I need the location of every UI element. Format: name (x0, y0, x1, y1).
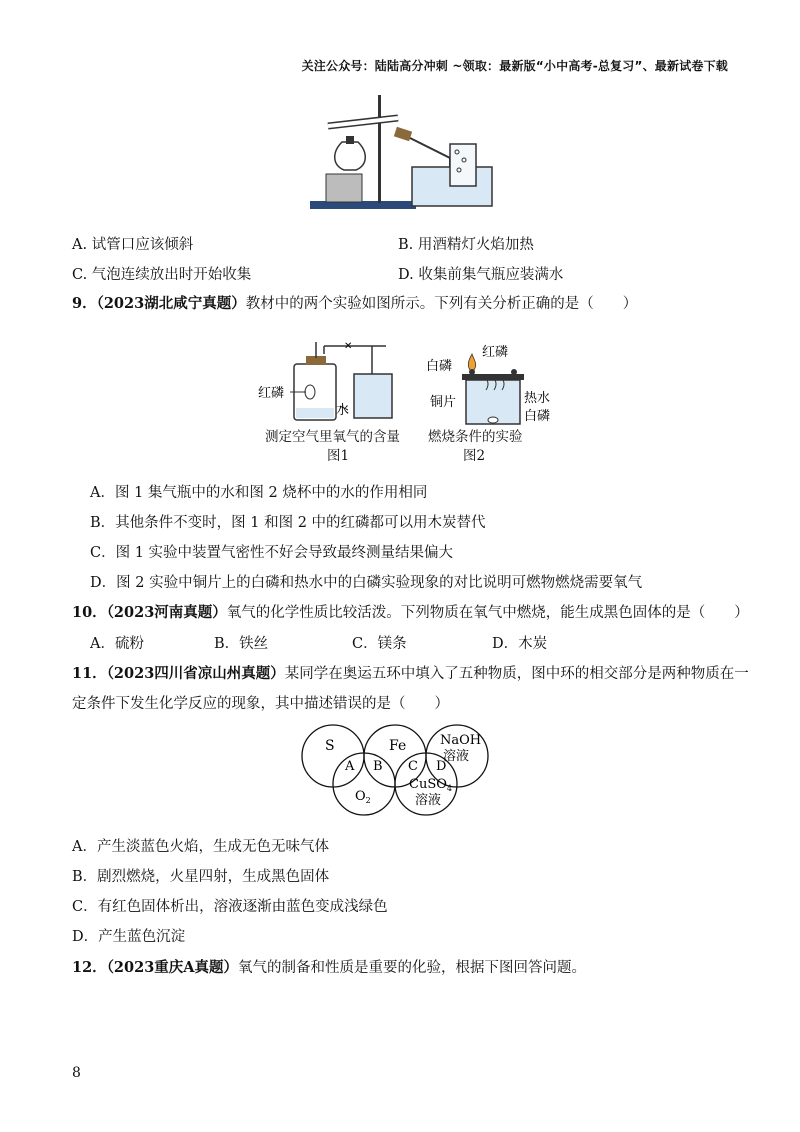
q8-option-b: B. 用酒精灯火焰加热 (398, 237, 534, 253)
q9-option-c: C．图 1 实验中装置气密性不好会导致最终测量结果偏大 (90, 545, 454, 561)
q12-stem-text: 氧气的制备和性质是重要的化验，根据下图回答问题。 (238, 960, 587, 976)
fig1-air-oxygen-diagram (250, 334, 400, 426)
ring-label-c: C (408, 759, 418, 774)
fig2-label-white-p: 白磷 (426, 359, 453, 374)
q11-stem-text1: 某同学在奥运五环中填入了五种物质，图中环的相交部分是两种物质在一 (284, 666, 749, 682)
ring-label-o2: O (355, 789, 366, 804)
q8-option-a: A. 试管口应该倾斜 (72, 237, 194, 253)
q10-option-a: A．硫粉 (90, 636, 144, 652)
q10-source: （2023河南真题） (106, 604, 227, 621)
fig2-caption: 燃烧条件的实验 (428, 429, 523, 445)
q11-source: （2023四川省凉山州真题） (106, 665, 285, 682)
q9-option-a: A．图 1 集气瓶中的水和图 2 烧杯中的水的作用相同 (90, 485, 428, 501)
ring-label-naoh-solution: 溶液 (443, 749, 470, 764)
ring-label-cuso4-solution: 溶液 (415, 793, 442, 808)
q12-stem (72, 958, 586, 978)
svg-text:✕: ✕ (344, 341, 353, 352)
fig2-combustion-diagram (426, 340, 556, 432)
q10-number: 10． (72, 604, 107, 621)
svg-text:O2 (355, 789, 371, 805)
q8-option-c: C. 气泡连续放出时开始收集 (72, 267, 252, 283)
ring-label-cuso4-sub: 4 (446, 784, 452, 793)
q12-source: （2023重庆A真题） (106, 959, 239, 976)
q9-stem-text: 教材中的两个实验如图所示。下列有关分析正确的是（ ） (245, 296, 638, 312)
q10-option-c: C．镁条 (352, 636, 407, 652)
fig1-label-p: 红磷 (258, 386, 285, 401)
q9-stem (72, 294, 637, 314)
fig1-caption: 测定空气里氧气的含量 (265, 429, 400, 445)
ring-label-d: D (436, 759, 447, 774)
ring-label-naoh: NaOH (440, 733, 482, 748)
fig2-label-white-p2: 白磷 (524, 409, 551, 424)
q11-option-b: B．剧烈燃烧，火星四射，生成黑色固体 (72, 869, 330, 885)
olympic-rings-figure (295, 720, 510, 820)
q10-stem-text: 氧气的化学性质比较活泼。下列物质在氧气中燃烧，能生成黑色固体的是（ ） (226, 605, 749, 621)
ring-label-fe: Fe (389, 738, 407, 754)
q10-stem (72, 603, 749, 623)
fig2-label-red-p: 红磷 (482, 345, 509, 360)
ring-label-s: S (325, 738, 335, 754)
header-note: 关注公众号：陆陆高分冲刺 ~领取：最新版“小中高考-总复习”、最新试卷下载 (301, 59, 728, 73)
page-number: 8 (72, 1065, 81, 1081)
ring-label-o2-sub: 2 (365, 796, 371, 805)
q8-option-d: D. 收集前集气瓶应装满水 (398, 267, 564, 283)
q11-stem-line2: 定条件下发生化学反应的现象，其中描述错误的是（ ） (72, 696, 449, 712)
ring-label-b: B (373, 759, 383, 774)
fig1-name: 图1 (327, 448, 350, 464)
q9-number: 9． (72, 295, 97, 312)
q9-option-b: B．其他条件不变时，图 1 和图 2 中的红磷都可以用木炭替代 (90, 515, 486, 531)
fig2-label-hot-water: 热水 (524, 391, 551, 406)
q11-option-c: C．有红色固体析出，溶液逐渐由蓝色变成浅绿色 (72, 899, 388, 915)
fig1-label-water: 水 (336, 403, 350, 418)
fig2-label-cu: 铜片 (430, 395, 457, 410)
q10-option-b: B．铁丝 (214, 636, 269, 652)
q9-option-d: D．图 2 实验中铜片上的白磷和热水中的白磷实验现象的对比说明可燃物燃烧需要氧气 (90, 575, 643, 591)
fig2-name: 图2 (463, 448, 486, 464)
q9-source: （2023湖北咸宁真题） (96, 295, 246, 312)
q12-number: 12． (72, 959, 107, 976)
q11-stem-line1 (72, 664, 749, 684)
q11-option-a: A．产生淡蓝色火焰，生成无色无味气体 (72, 839, 329, 855)
oxygen-apparatus-figure (300, 90, 500, 212)
q11-number: 11． (72, 665, 107, 682)
q10-option-d: D．木炭 (492, 636, 548, 652)
ring-label-cuso4: CuSO (409, 777, 447, 792)
q11-option-d: D．产生蓝色沉淀 (72, 929, 186, 945)
ring-label-a: A (345, 759, 355, 774)
svg-text:CuSO4 (409, 777, 452, 793)
